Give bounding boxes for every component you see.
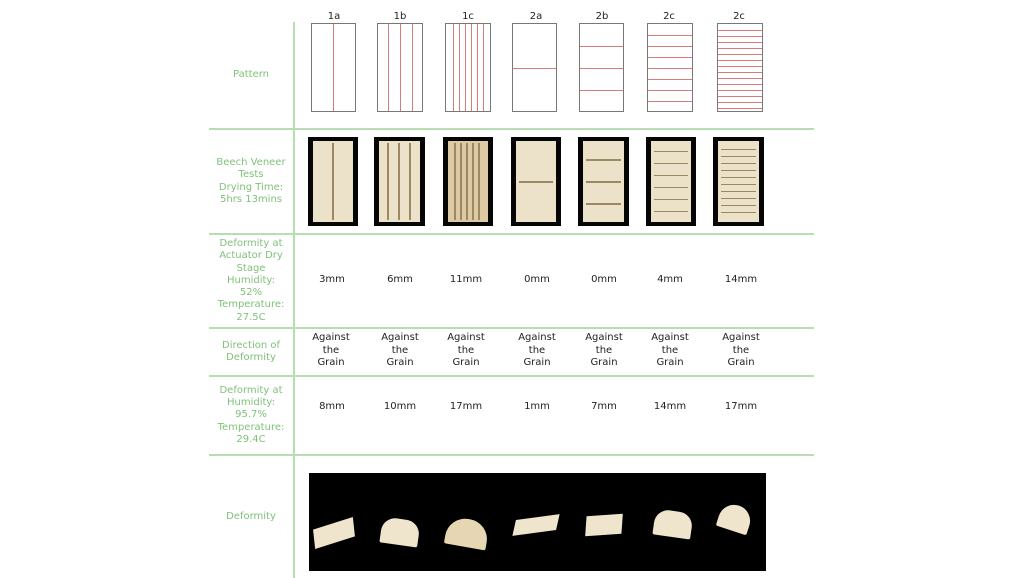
veneer-fold [721, 177, 756, 178]
row-divider [209, 233, 814, 235]
veneer-fold [721, 170, 756, 171]
pattern-line [718, 84, 762, 85]
row-divider [209, 327, 814, 329]
deformity-humid-value: 17mm [724, 401, 758, 412]
pattern-line [483, 24, 484, 111]
pattern-line [648, 101, 692, 102]
veneer-fold [519, 181, 553, 183]
deformity-humid-value: 17mm [449, 401, 483, 412]
veneer-fold [466, 143, 468, 220]
veneer-fold [460, 143, 462, 220]
direction-value: Against the Grain [312, 332, 350, 368]
deformed-sample [444, 516, 490, 551]
pattern-diagram [717, 23, 763, 112]
veneer-fold [454, 143, 456, 220]
pattern-line [718, 102, 762, 103]
pattern-line [718, 66, 762, 67]
deformity-dry-value: 4mm [657, 274, 683, 285]
pattern-line [453, 24, 454, 111]
pattern-line [333, 24, 334, 111]
pattern-diagram [647, 23, 693, 112]
veneer-fold [721, 205, 756, 206]
pattern-line [465, 24, 466, 111]
veneer-fold [721, 149, 756, 150]
pattern-line [718, 108, 762, 109]
pattern-line [718, 54, 762, 55]
pattern-line [718, 60, 762, 61]
direction-value: Against the Grain [381, 332, 419, 368]
deformed-sample [313, 517, 355, 549]
veneer-sample [651, 141, 691, 222]
deformity-dry-value: 3mm [319, 274, 345, 285]
deformity-dry-value: 0mm [524, 274, 550, 285]
pattern-line [718, 72, 762, 73]
veneer-fold [387, 143, 389, 220]
column-header: 2c [733, 11, 745, 22]
veneer-fold [472, 143, 474, 220]
veneer-photo [578, 137, 629, 226]
pattern-line [648, 46, 692, 47]
deformed-sample [379, 516, 420, 547]
veneer-photo [511, 137, 561, 226]
direction-value: Against the Grain [518, 332, 556, 368]
deformity-humid-value: 14mm [653, 401, 687, 412]
pattern-diagram [579, 23, 624, 112]
pattern-line [400, 24, 401, 111]
column-header: 1b [393, 11, 407, 22]
pattern-line [477, 24, 478, 111]
row-label-pattern: Pattern [233, 68, 269, 80]
pattern-line [388, 24, 389, 111]
deformity-humid-value: 7mm [591, 401, 617, 412]
veneer-photo [308, 137, 358, 226]
veneer-fold [721, 184, 756, 185]
veneer-fold [654, 175, 688, 176]
pattern-line [718, 90, 762, 91]
pattern-line [648, 79, 692, 80]
veneer-fold [654, 211, 688, 212]
row-divider [209, 375, 814, 377]
column-header: 2b [595, 11, 609, 22]
deformity-photo-strip [309, 473, 766, 571]
deformity-dry-value: 6mm [387, 274, 413, 285]
veneer-sample [718, 141, 759, 222]
deformity-dry-value: 0mm [591, 274, 617, 285]
pattern-line [648, 68, 692, 69]
vertical-divider [293, 22, 295, 578]
veneer-fold [586, 203, 621, 205]
deformity-dry-value: 11mm [449, 274, 483, 285]
row-label-deformity-humid: Deformity at Humidity: 95.7% Temperature: 29.4C [217, 384, 285, 445]
pattern-line [718, 48, 762, 49]
row-label-direction: Direction of Deformity [222, 339, 280, 363]
deformity-humid-value: 10mm [383, 401, 417, 412]
veneer-fold [721, 212, 756, 213]
direction-value: Against the Grain [651, 332, 689, 368]
pattern-line [580, 90, 623, 91]
veneer-photo [713, 137, 764, 226]
pattern-diagram [512, 23, 557, 112]
pattern-line [580, 46, 623, 47]
pattern-line [648, 57, 692, 58]
pattern-line [648, 35, 692, 36]
deformity-dry-value: 14mm [724, 274, 758, 285]
pattern-line [718, 96, 762, 97]
pattern-line [718, 42, 762, 43]
deformed-sample [512, 514, 559, 536]
veneer-fold [586, 181, 621, 183]
column-header: 2c [663, 11, 675, 22]
column-header: 1c [462, 11, 474, 22]
veneer-fold [332, 143, 334, 220]
veneer-fold [478, 143, 480, 220]
veneer-fold [654, 151, 688, 152]
pattern-line [718, 30, 762, 31]
pattern-diagram [311, 23, 356, 112]
row-label-deformity: Deformity [226, 510, 276, 522]
row-divider [209, 128, 814, 130]
deformed-sample [652, 508, 693, 539]
row-label-deformity-dry: Deformity at Actuator Dry Stage Humidity: 52% Temperature: 27.5C [217, 237, 285, 323]
pattern-line [459, 24, 460, 111]
pattern-line [471, 24, 472, 111]
veneer-fold [721, 191, 756, 192]
deformity-humid-value: 8mm [319, 401, 345, 412]
veneer-photo [374, 137, 425, 226]
veneer-fold [721, 156, 756, 157]
veneer-photo [646, 137, 696, 226]
direction-value: Against the Grain [585, 332, 623, 368]
pattern-line [580, 68, 623, 69]
veneer-photo [443, 137, 493, 226]
direction-value: Against the Grain [722, 332, 760, 368]
direction-value: Against the Grain [447, 332, 485, 368]
pattern-line [513, 68, 556, 69]
pattern-line [648, 90, 692, 91]
column-header: 2a [529, 11, 543, 22]
row-label-tests: Beech Veneer Tests Drying Time: 5hrs 13mins [216, 156, 286, 205]
veneer-fold [654, 187, 688, 188]
deformed-sample [716, 501, 754, 536]
deformed-sample [585, 514, 623, 536]
column-header: 1a [327, 11, 341, 22]
veneer-fold [398, 143, 400, 220]
veneer-fold [654, 163, 688, 164]
row-divider [209, 454, 814, 456]
veneer-fold [721, 163, 756, 164]
pattern-line [718, 78, 762, 79]
pattern-diagram [377, 23, 423, 112]
veneer-fold [654, 199, 688, 200]
veneer-fold [721, 198, 756, 199]
veneer-fold [586, 159, 621, 161]
pattern-line [718, 36, 762, 37]
pattern-diagram [445, 23, 491, 112]
pattern-line [412, 24, 413, 111]
veneer-fold [409, 143, 411, 220]
deformity-humid-value: 1mm [524, 401, 550, 412]
